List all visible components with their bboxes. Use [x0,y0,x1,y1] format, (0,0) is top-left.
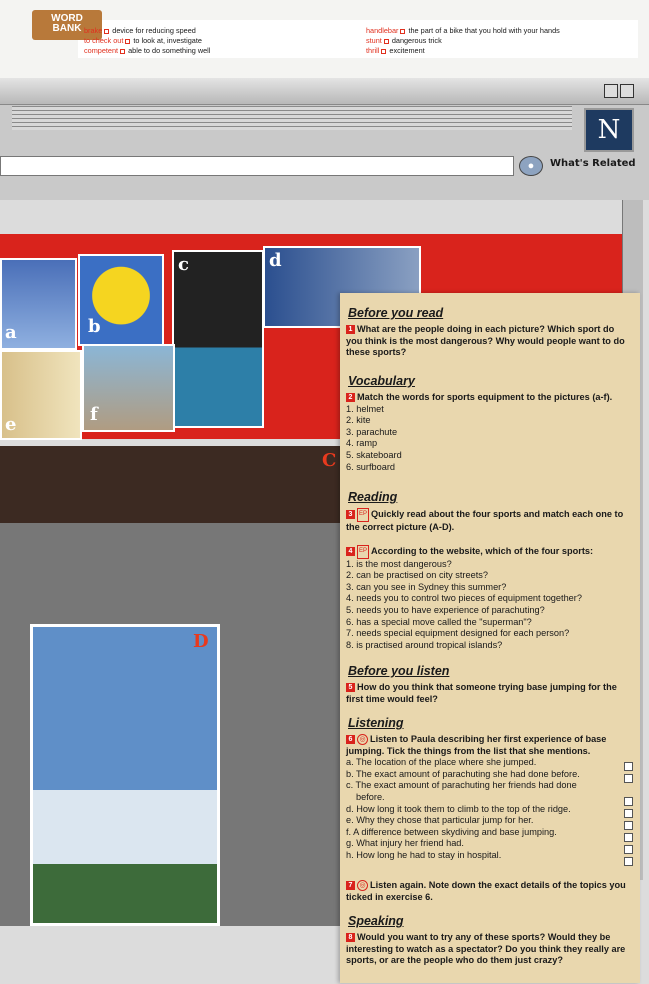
list-item: a. The location of the place where she jumped. [346,757,537,768]
list-item: 2. kite [346,415,371,426]
list-item: c. The exact amount of parachuting her friends had done [346,780,577,791]
tick-checkbox[interactable] [624,821,633,830]
list-item: 5. needs you to have experience of parachuting? [346,604,545,615]
tick-checkbox[interactable] [624,797,633,806]
list-item: 1. helmet [346,403,384,414]
tick-checkbox[interactable] [624,833,633,842]
list-item: 2. can be practised on city streets? [346,570,488,581]
exercise-4: 4 EP According to the website, which of the four sports: 1. is the most dangerous? 2. can be practised on city streets? 3. can you see in Sydney this summer? 4. needs you to control two pieces of equipment together? 5. needs you to have experience of parachuting? 6. has a special move called the "superman"? 7. needs special equipment designed for each person? 8. is practised around tropical islands? [346,545,636,651]
photo-D-motocross: D [30,624,220,926]
exercise-7: 7 ◎ Listen again. Note down the exact details of the topics you ticked in exercise 6. [346,880,626,902]
word-bank-entry: to check out to look at, investigate [84,36,202,45]
exercise-8: 8 Would you want to try any of these sports? Would they be interesting to watch as a spectator? Do you think they really are sports, or are the people who do them just crazy? [346,932,626,966]
photo-b-helmet: b [78,254,164,346]
whats-related-label[interactable]: What's Related [550,158,636,169]
whats-related-icon[interactable]: ● [519,156,543,176]
tick-checkbox[interactable] [624,774,633,783]
list-item: 6. surfboard [346,461,396,472]
list-item: before. [356,791,385,802]
photo-c-kite: c [172,250,264,428]
word-bank-entry: stunt dangerous trick [366,36,442,45]
list-item: 6. has a special move called the "superman"? [346,616,532,627]
exercise-6: 6 ◎ Listen to Paula describing her first experience of base jumping. Tick the things from the list that she mentions. a. The location of the place where she jumped. b. The exact amount of parachuting she had done before. c. The exact amount of parachuting her friends had done before. d. How long it took them to climb to the top of the ridge. e. Why they chose that particular jump for her. f. A difference between skydiving and base jumping. g. What injury her friend had. h. How long he had to stay in hospital. [346,734,636,862]
list-item: b. The exact amount of parachuting she had done before. [346,768,580,779]
photo-C-street-luge: C [0,446,340,926]
list-item: 7. needs special equipment designed for each person? [346,628,570,639]
maximize-window-icon[interactable] [620,84,634,98]
address-bar[interactable] [0,156,514,176]
list-item: h. How long he had to stay in hospital. [346,849,502,860]
browser-title-bar [0,78,649,105]
list-item: 8. is practised around tropical islands? [346,639,503,650]
list-item: 1. is the most dangerous? [346,558,452,569]
photo-f-ramp: f [82,344,175,432]
word-bank-entry: competent able to do something well [84,46,211,55]
toolbar-stripes [12,106,572,130]
heading-reading: Reading [348,490,398,504]
heading-listening: Listening [348,716,404,730]
word-bank-tab-line2: BANK [52,23,82,34]
browser-logo: N [584,108,634,152]
list-item: 3. can you see in Sydney this summer? [346,581,507,592]
list-item: e. Why they chose that particular jump for her. [346,815,534,826]
tick-checkbox[interactable] [624,762,633,771]
exercise-1: 1 What are the people doing in each picture? Which sport do you think is the most dangerous? Why would people want to do these sports? [346,324,625,358]
word-bank-entry: handlebar the part of a bike that you hold with your hands [366,26,560,35]
list-item: g. What injury her friend had. [346,838,464,849]
tick-checkbox[interactable] [624,845,633,854]
tick-checkbox[interactable] [624,857,633,866]
list-item: 5. skateboard [346,449,402,460]
minimize-window-icon[interactable] [604,84,618,98]
list-item: 4. ramp [346,438,378,449]
heading-before-you-read: Before you read [348,306,444,320]
exercise-5: 5 How do you think that someone trying base jumping for the first time would feel? [346,682,617,704]
tick-checkbox[interactable] [624,809,633,818]
word-bank-entry: brake device for reducing speed [84,26,196,35]
word-bank-left [84,26,210,56]
exercise-2: 2 Match the words for sports equipment to the pictures (a-f). 1. helmet 2. kite 3. parachute 4. ramp 5. skateboard 6. surfboard [346,392,632,473]
list-item: 3. parachute [346,426,398,437]
photo-e-surfboards: e [0,350,82,440]
photo-d-skateboard: d [263,246,421,328]
exercise-3: 3 EP Quickly read about the four sports and match each one to the correct picture (A-D). [346,509,624,532]
list-item: 4. needs you to control two pieces of equipment together? [346,593,582,604]
word-bank-tab-line1: WORD [51,13,83,24]
listen-icon: ◎ [357,734,368,745]
list-item: f. A difference between skydiving and base jumping. [346,826,557,837]
heading-speaking: Speaking [348,914,404,928]
word-bank-right [366,26,560,56]
listen-icon: ◎ [357,880,368,891]
word-bank-entry: thrill excitement [366,46,425,55]
heading-before-you-listen: Before you listen [348,664,450,678]
heading-vocabulary: Vocabulary [348,374,415,388]
list-item: d. How long it took them to climb to the top of the ridge. [346,803,571,814]
photo-a-parachute: a [0,258,77,350]
